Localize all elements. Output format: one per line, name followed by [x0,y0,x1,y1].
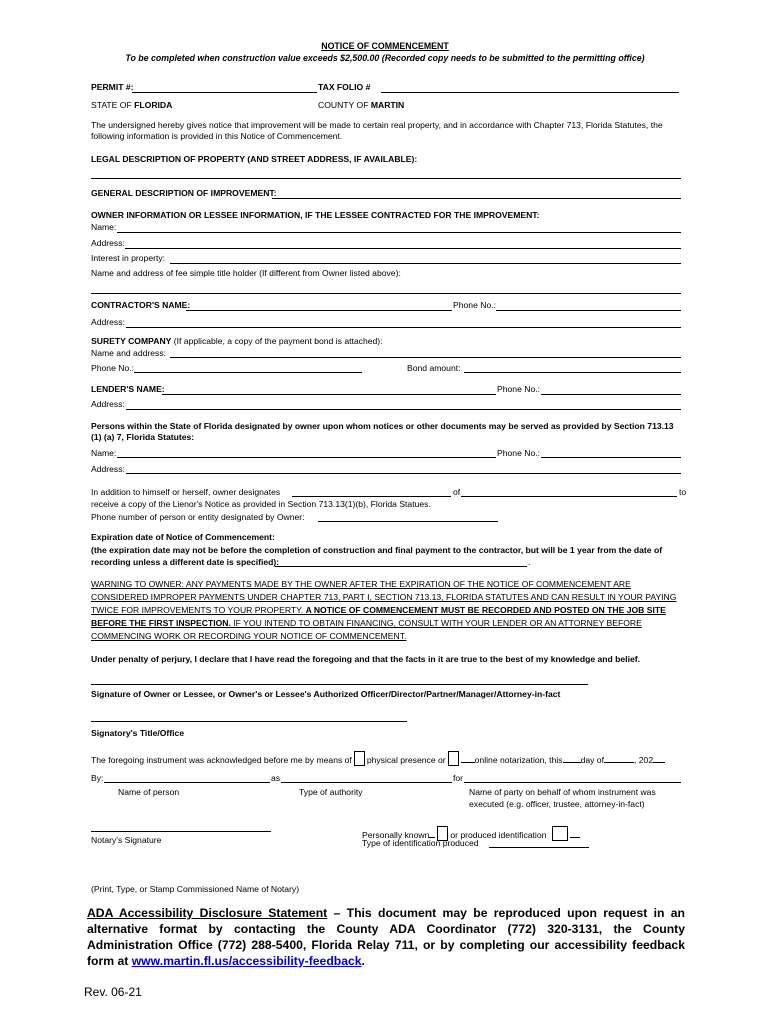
type-of-authority-label: Type of authority [299,787,363,797]
contractor-address-field[interactable] [126,327,681,328]
acknowledgement-line: The foregoing instrument was acknowledged before me by means of physical presence or online notarization, this day of , 202 [91,751,665,766]
lender-name-label: LENDER'S NAME: [91,384,165,394]
designee-to-label: to [679,487,687,497]
type-id-label: Type of identification produced [362,838,479,848]
contractor-phone-field[interactable] [496,310,681,311]
owner-interest-field[interactable] [170,263,681,264]
owner-name-label: Name: [91,222,117,232]
persons-address-field[interactable] [126,473,681,474]
form-subtitle: To be completed when construction value exceeds $2,500.00 (Recorded copy needs to be submitted to the permitting office) [125,53,645,63]
bond-amount-label: Bond amount: [407,363,461,373]
ada-statement: ADA Accessibility Disclosure Statement – This document may be reproduced upon request in an alternative format by contacting the County ADA Coordinator (772) 320-3131, the County Administration Office (772) 288-5400, Florida Relay 711, or by completing our accessibility feedback form at www.martin.fl.us/accessibility-feedback. [87,906,685,968]
as-label: as [271,773,281,783]
as-field[interactable] [281,782,452,783]
county-line: COUNTY OF MARTIN [318,100,405,110]
party-label-1: Name of party on behalf of whom instrument was [469,787,656,797]
contractor-name-label: CONTRACTOR'S NAME: [91,300,191,310]
permit-field[interactable] [132,92,317,93]
notary-signature-label: Notary's Signature [91,835,162,845]
surety-name-field[interactable] [170,357,681,358]
form-title: NOTICE OF COMMENCEMENT [321,41,449,51]
owner-signature-field[interactable] [91,684,588,685]
for-label: for [453,773,464,783]
accessibility-feedback-link[interactable]: www.martin.fl.us/accessibility-feedback [131,953,362,968]
owner-name-field[interactable] [117,232,681,233]
tax-folio-field[interactable] [381,92,679,93]
permit-label: PERMIT #: [91,82,134,92]
lender-address-field[interactable] [126,409,681,410]
state-value: FLORIDA [134,100,173,110]
owner-interest-label: Interest in property: [91,253,166,263]
legal-description-field[interactable] [91,178,681,179]
contractor-name-field[interactable] [186,310,452,311]
perjury-statement: Under penalty of perjury, I declare that I have read the foregoing and that the facts in it are true to the best of my knowledge and belief. [91,654,640,664]
designee-of-field[interactable] [461,496,677,497]
expiration-note-1: (the expiration date may not be before the completion of construction and final payment to the contractor, but will be 1 year from the date of [91,545,663,555]
by-label: By: [91,773,104,783]
designee-of-label: of [453,487,461,497]
warning-paragraph: WARNING TO OWNER: ANY PAYMENTS MADE BY THE OWNER AFTER THE EXPIRATION OF THE NOTICE OF COMMENCEMENT ARE CONSIDERED IMPROPER PAYMENTS UNDER CHAPTER 713, PART I, SECTION 713.13, FLORIDA STATUTES AND CAN RESULT IN YOUR PAYING TWICE FOR IMPROVEMENTS TO YOUR PROPERTY. A NOTICE OF COMMENCEMENT MUST BE RECORDED AND POSTED ON THE JOB SITE BEFORE THE FIRST INSPECTION. IF YOU INTEND TO OBTAIN FINANCING, CONSULT WITH YOUR LENDER OR AN ATTORNEY BEFORE COMMENCING WORK OR RECORDING YOUR NOTICE OF COMMENCEMENT. [91,579,677,641]
lender-name-field[interactable] [162,394,496,395]
personally-known-line: Personally known or produced identification [362,826,580,841]
persons-address-label: Address: [91,464,125,474]
surety-phone-field[interactable] [134,372,362,373]
persons-name-label: Name: [91,448,117,458]
state-line: STATE OF FLORIDA [91,100,173,110]
type-id-field[interactable] [489,847,589,848]
signature-label: Signature of Owner or Lessee, or Owner's or Lessee's Authorized Officer/Director/Partner/Manager/Attorney-in-fact [91,689,561,699]
signatory-title-label: Signatory's Title/Office [91,728,185,738]
persons-phone-label: Phone No.: [497,448,540,458]
ack-day-field[interactable] [563,753,581,763]
legal-description-label: LEGAL DESCRIPTION OF PROPERTY (AND STREET ADDRESS, IF AVAILABLE): [91,154,418,164]
contractor-phone-label: Phone No.: [453,300,496,310]
name-of-person-label: Name of person [118,787,180,797]
revision-label: Rev. 06-21 [84,985,142,999]
signatory-title-field[interactable] [91,721,407,722]
contractor-address-label: Address: [91,317,125,327]
notary-print-label: (Print, Type, or Stamp Commissioned Name of Notary) [91,884,300,894]
owner-address-label: Address: [91,238,125,248]
surety-heading: SURETY COMPANY (If applicable, a copy of the payment bond is attached): [91,336,383,346]
general-description-label: GENERAL DESCRIPTION OF IMPROVEMENT: [91,188,277,198]
persons-name-field[interactable] [117,457,496,458]
owner-address-field[interactable] [125,248,681,249]
designee-phone-field[interactable] [318,521,498,522]
intro-paragraph: The undersigned hereby gives notice that improvement will be made to certain real property, and in accordance with Chapter 713, Florida Statutes, the following information is provided in this Notice of Commencement. [91,120,663,142]
by-field[interactable] [104,782,270,783]
ack-month-field[interactable] [604,753,634,763]
lender-address-label: Address: [91,399,125,409]
bond-amount-field[interactable] [464,372,681,373]
expiration-note-2: recording unless a different date is specified): [91,557,280,567]
online-notarization-checkbox[interactable] [448,751,459,766]
notary-signature-field[interactable] [91,831,271,832]
designee-phone-label: Phone number of person or entity designated by Owner: [91,512,305,522]
lienor-notice-text: receive a copy of the Lienor's Notice as provided in Section 713.13(1)(b), Florida Statues. [91,499,431,509]
general-description-field[interactable] [272,198,681,199]
owner-heading: OWNER INFORMATION OR LESSEE INFORMATION, IF THE LESSEE CONTRACTED FOR THE IMPROVEMENT: [91,210,540,220]
ack-year-field[interactable] [653,753,665,763]
for-field[interactable] [464,782,681,783]
lender-phone-field[interactable] [541,394,681,395]
expiration-date-field[interactable] [275,566,527,567]
party-label-2: executed (e.g. officer, trustee, attorney-in-fact) [469,799,645,809]
produced-id-checkbox[interactable] [552,826,568,841]
expiration-heading: Expiration date of Notice of Commencement: [91,532,275,542]
surety-phone-label: Phone No.: [91,363,134,373]
persons-heading: Persons within the State of Florida designated by owner upon whom notices or other documents may be served as provided by Section 713.13 (1) (a) 7, Florida Statutes: [91,421,674,443]
lender-phone-label: Phone No.: [497,384,540,394]
tax-folio-label: TAX FOLIO # [318,82,371,92]
surety-name-label: Name and address: [91,348,166,358]
physical-presence-checkbox[interactable] [354,751,365,766]
county-value: MARTIN [370,100,405,110]
designates-label: In addition to himself or herself, owner designates [91,487,281,497]
fee-simple-field[interactable] [91,293,681,294]
designee-field[interactable] [292,496,451,497]
fee-simple-label: Name and address of fee simple title holder (If different from Owner listed above): [91,268,401,278]
persons-phone-field[interactable] [541,457,681,458]
expiration-period: . [528,557,531,567]
